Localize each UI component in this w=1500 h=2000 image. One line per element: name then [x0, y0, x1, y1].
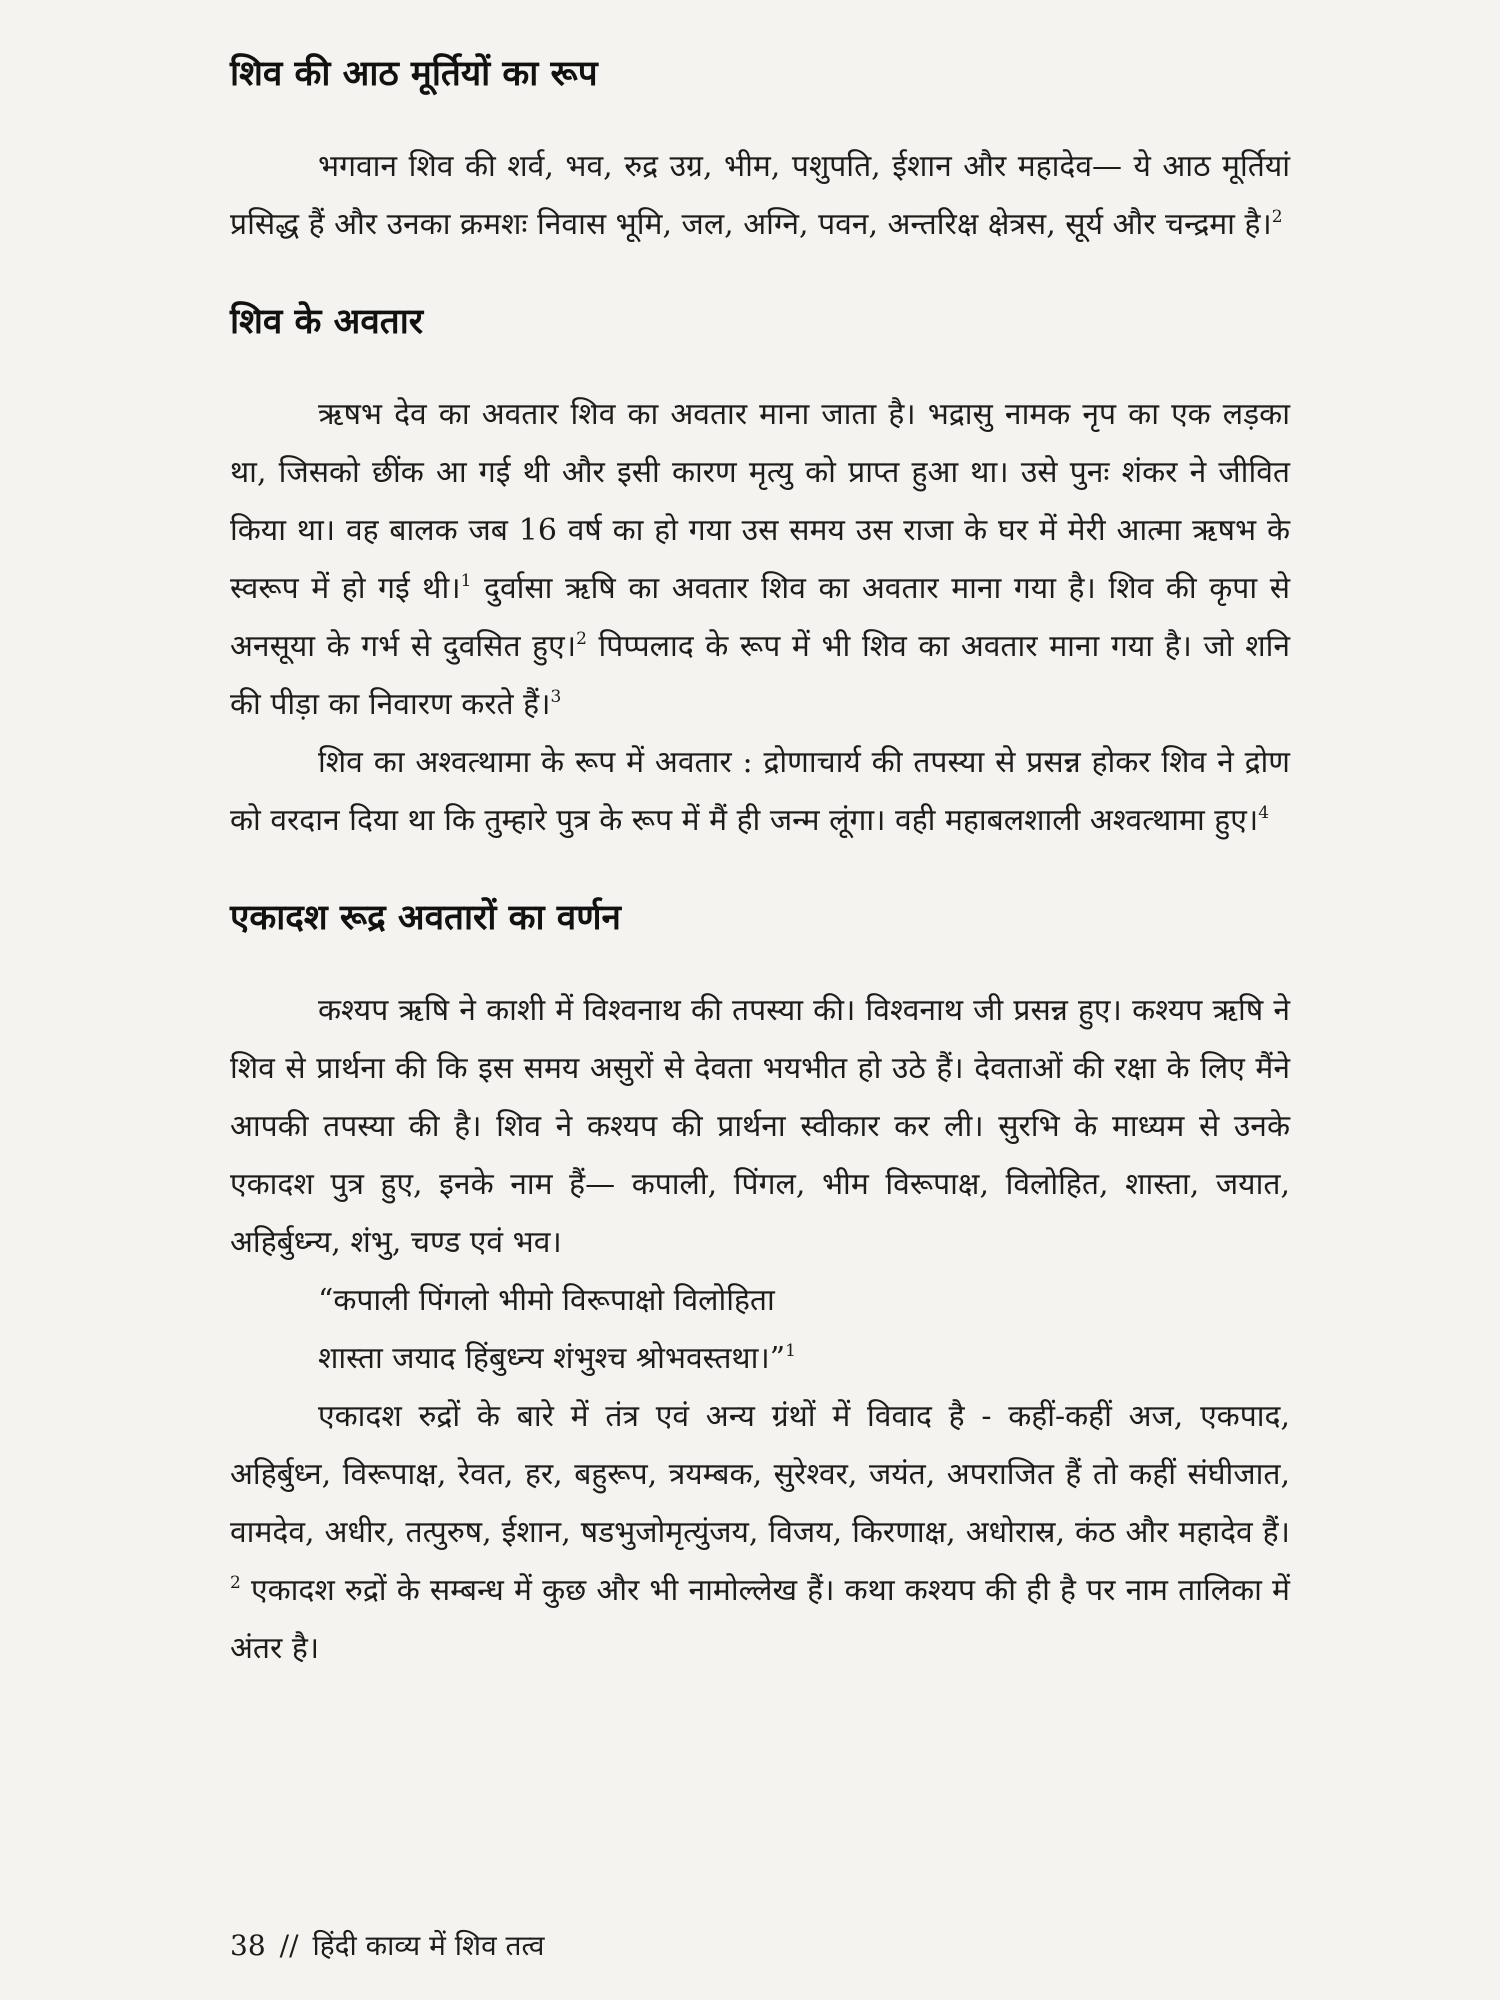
page-footer	[230, 1926, 544, 1966]
footnote-ref: 3	[550, 687, 562, 707]
quote-line-2: शास्ता जयाद हिंबुध्न्य शंभुश्च श्रोभवस्तथा।”$^1$	[318, 1341, 796, 1376]
sanskrit-quote	[318, 1272, 1290, 1388]
footnote-ref: 2	[576, 629, 587, 649]
footnote-ref: 2	[1271, 207, 1283, 227]
paragraph-rudra-names: एकादश रुद्रों के बारे में तंत्र एवं अन्य ग्रंथों में विवाद है - कहीं-कहीं अज, एकपाद, अहिर्बुध्न, विरूपाक्ष, रेवत, हर, बहुरूप, त्रयम्बक, सुरेश्वर, जयंत, अपराजित हैं तो कहीं संघीजात, वामदेव, अधीर, तत्पुरुष, ईशान, षडभुजोमृत्युंजय, विजय, किरणाक्ष, अधोरास्र, कंठ और महादेव हैं।$^2$ एकादश रुद्रों के सम्बन्ध में कुछ और भी नामोल्लेख हैं। कथा कश्यप की ही है पर नाम तालिका में अंतर है।	[230, 1399, 1290, 1666]
section-heading-avatars: शिव के अवतार	[230, 302, 424, 342]
footer-separator: //	[279, 1929, 299, 1962]
section-heading-eight-forms: शिव की आठ मूर्तियों का रूप	[230, 54, 598, 94]
footnote-ref: 4	[1258, 803, 1270, 823]
book-title: हिंदी काव्य में शिव तत्व	[312, 1929, 545, 1962]
footnote-ref: 2	[230, 1573, 241, 1593]
paragraph-rishabh-avatar: ऋषभ देव का अवतार शिव का अवतार माना जाता है। भद्रासु नामक नृप का एक लड़का था, जिसको छींक आ गई थी और इसी कारण मृत्यु को प्राप्त हुआ था। उसे पुनः शंकर ने जीवित किया था। वह बालक जब 16 वर्ष का हो गया उस समय उस राजा के घर में मेरी आत्मा ऋषभ के स्वरूप में हो गई थी।$^1$ दुर्वासा ऋषि का अवतार शिव का अवतार माना गया है। शिव की कृपा से अनसूया के गर्भ से दुवसित हुए।$^2$ पिप्पलाद के रूप में भी शिव का अवतार माना गया है। जो शनि की पीड़ा का निवारण करते हैं।$^3$	[230, 397, 1291, 722]
paragraph-kashyap: कश्यप ऋषि ने काशी में विश्वनाथ की तपस्या की। विश्वनाथ जी प्रसन्न हुए। कश्यप ऋषि ने शिव से प्रार्थना की कि इस समय असुरों से देवता भयभीत हो उठे हैं। देवताओं की रक्षा के लिए मैंने आपकी तपस्या की है। शिव ने कश्यप की प्रार्थना स्वीकार कर ली। सुरभि के माध्यम से उनके एकादश पुत्र हुए, इनके नाम हैं— कपाली, पिंगल, भीम विरूपाक्ष, विलोहित, शास्ता, जयात, अहिर्बुध्न्य, शंभु, चण्ड एवं भव।	[230, 993, 1290, 1260]
footnote-ref: 1	[785, 1341, 796, 1361]
section-heading-eleven-rudras: एकादश रूद्र अवतारों का वर्णन	[230, 898, 621, 938]
page-number: 38	[230, 1929, 266, 1962]
quote-line-1: “कपाली पिंगलो भीमो विरूपाक्षो विलोहिता	[318, 1283, 775, 1318]
paragraph-eight-forms: भगवान शिव की शर्व, भव, रुद्र उग्र, भीम, पशुपति, ईशान और महादेव— ये आठ मूर्तियां प्रसिद्ध हैं और उनका क्रमशः निवास भूमि, जल, अग्नि, पवन, अन्तरिक्ष क्षेत्रस, सूर्य और चन्द्रमा है।$^2$	[230, 149, 1290, 242]
paragraph-ashwatthama-avatar: शिव का अश्वत्थामा के रूप में अवतार : द्रोणाचार्य की तपस्या से प्रसन्न होकर शिव ने द्रोण को वरदान दिया था कि तुम्हारे पुत्र के रूप में मैं ही जन्म लूंगा। वही महाबलशाली अश्वत्थामा हुए।$^4$	[230, 745, 1290, 838]
footnote-ref: 1	[460, 571, 472, 591]
